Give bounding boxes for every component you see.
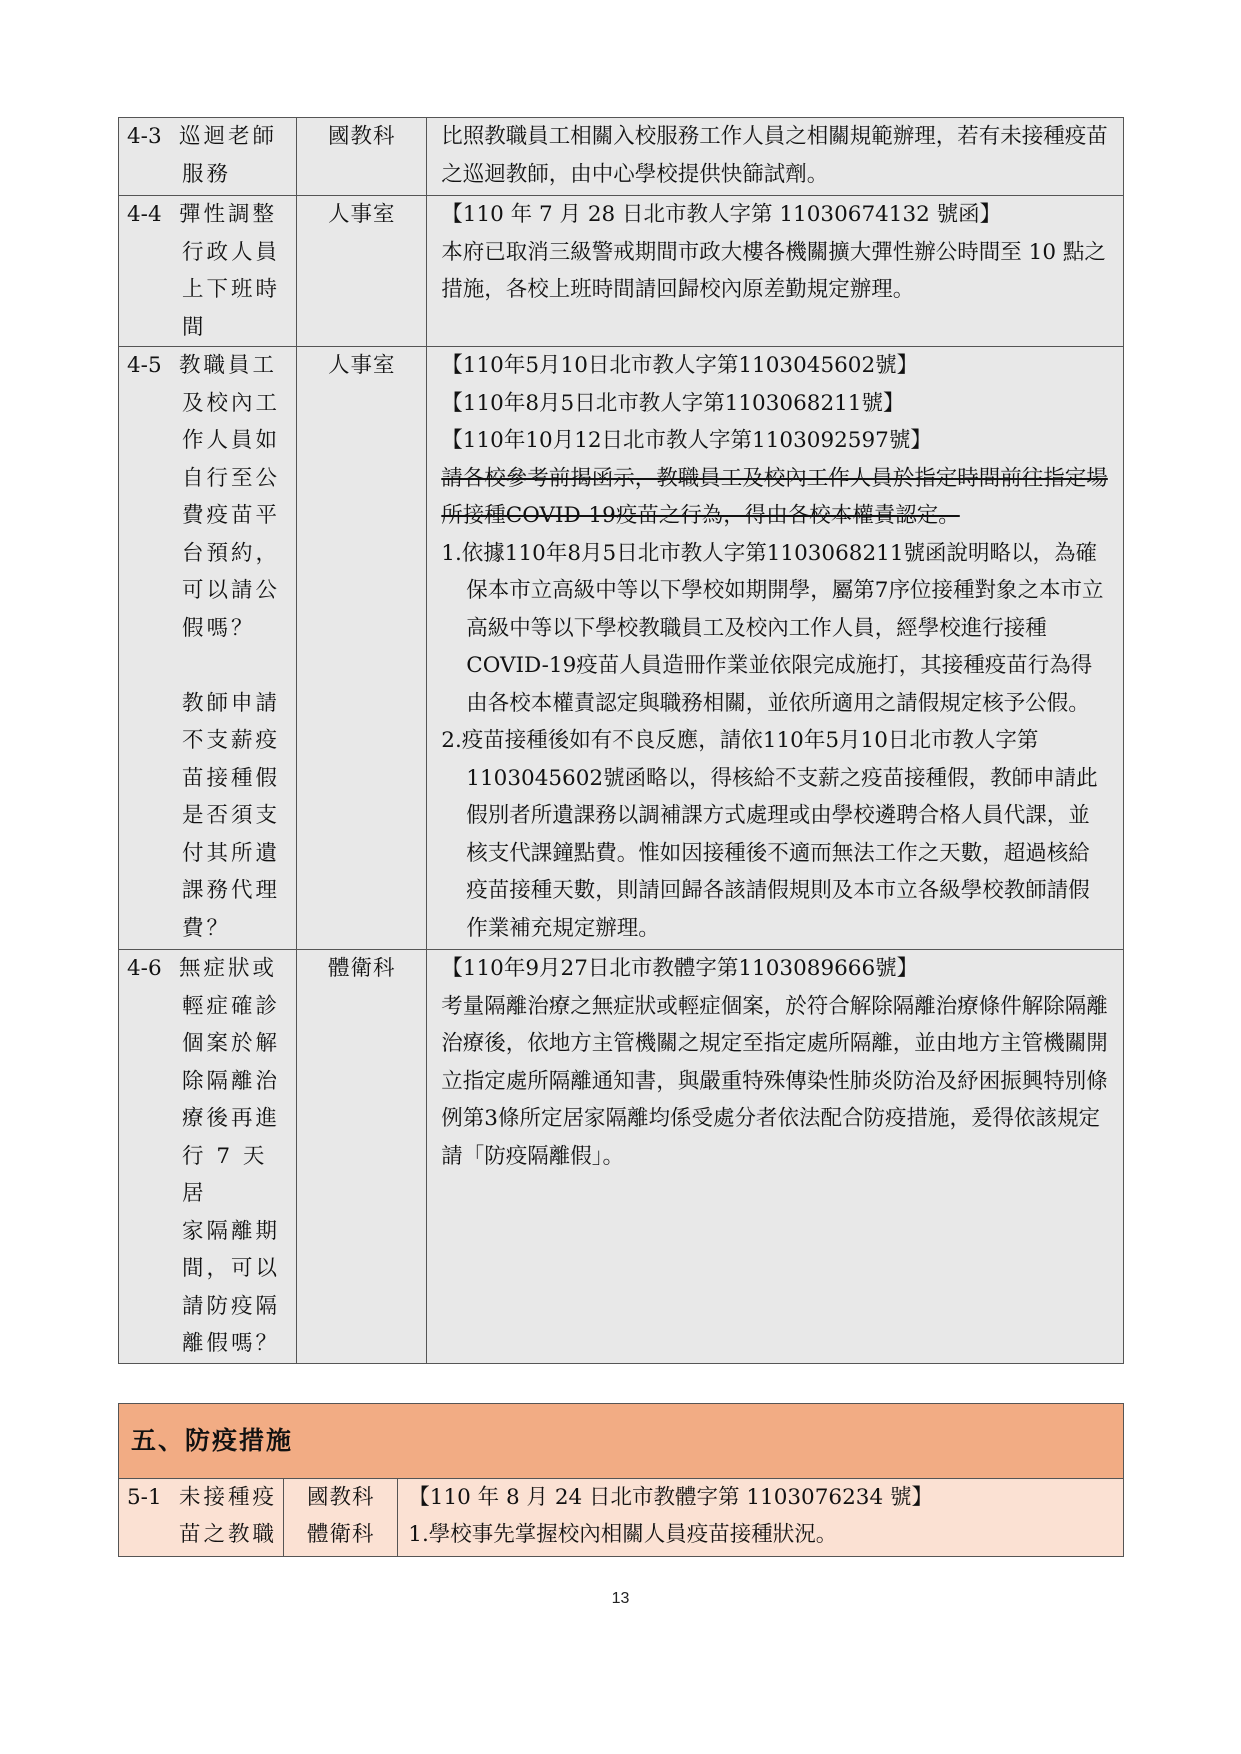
content-cell [427, 950, 1124, 1364]
struck-paragraph: 請各校參考前揭函示，教職員工及校內工作人員於指定時間前往指定場所接種COVID-19疫苗之行為，得由各校本權責認定。 [441, 465, 1108, 528]
content-paragraph: 本府已取消三級警戒期間市政大樓各機關擴大彈性辦公時間至 10 點之措施，各校上班時間請回歸校內原差勤規定辦理。 [441, 239, 1106, 302]
item-number: 4-6 [127, 956, 162, 981]
item-text: 輕症確診 [182, 993, 281, 1019]
qa-table [118, 117, 1124, 1364]
item-text: 請防疫隔 [182, 1293, 281, 1319]
content-paragraph: 【110年10月12日北市教人字第1103092597號】 [441, 428, 932, 453]
item-text: 台預約， [182, 540, 281, 566]
item-text: 付其所遺 [182, 840, 281, 866]
unit-text: 人事室 [327, 202, 396, 227]
content-paragraph: 比照教職員工相關入校服務工作人員之相關規範辦理，若有未接種疫苗之巡迴教師，由中心學校提供快篩試劑。 [441, 124, 1108, 187]
table-row [119, 347, 1124, 950]
unit-cell [284, 1478, 398, 1556]
item-text: 間，可以 [182, 1256, 281, 1281]
unit-cell [297, 196, 427, 347]
content-paragraph: 【110 年 7 月 28 日北市教人字第 11030674132 號函】 [441, 202, 1002, 227]
content-paragraph: 【110年8月5日北市教人字第1103068211號】 [441, 390, 905, 416]
item-number: 5-1 [127, 1484, 162, 1510]
item-text: 及校內工 [182, 390, 281, 416]
item-number: 4-5 [127, 353, 162, 378]
content-paragraph: 【110 年 8 月 24 日北市教體字第 1103076234 號】 [408, 1484, 933, 1510]
item-text: 課務代理 [182, 878, 281, 903]
item-text: 可以請公 [182, 578, 281, 603]
unit-cell [297, 950, 427, 1364]
unit-text: 國教科 [327, 124, 396, 149]
content-cell [398, 1478, 1124, 1556]
unit-text: 人事室 [327, 353, 396, 378]
item-text: 服務 [182, 161, 232, 187]
content-cell [427, 196, 1124, 347]
content-paragraph: 考量隔離治療之無症狀或輕症個案，於符合解除隔離治療條件解除隔離治療後，依地方主管機關之規定至指定處所隔離，並由地方主管機關開立指定處所隔離通知書，與嚴重特殊傳染性肺炎防治及紓困振興特別條例第3條所定居家隔離均係受處分者依法配合防疫措施，爰得依該規定請「防疫隔離假」。 [441, 993, 1108, 1169]
item-cell [119, 1478, 284, 1556]
item-text: 苗之教職 [179, 1522, 278, 1547]
item-text: 上下班時 [182, 277, 281, 302]
item-text: 教職員工 [179, 353, 278, 378]
unit-text: 體衛科 [306, 1522, 375, 1547]
content-paragraph: 【110年9月27日北市教體字第1103089666號】 [441, 956, 919, 981]
item-text: 行 7 天居 [182, 1143, 268, 1206]
item-text: 無症狀或 [179, 956, 278, 981]
content-cell [427, 347, 1124, 950]
item-text: 是否須支 [182, 803, 281, 828]
item-text: 間 [182, 314, 207, 340]
unit-text: 體衛科 [327, 956, 396, 981]
item-text: 個案於解 [182, 1031, 281, 1056]
document-page [118, 117, 1124, 1557]
page-number: 13 [611, 1590, 630, 1607]
unit-cell [297, 347, 427, 950]
item-text: 彈性調整 [179, 202, 278, 227]
item-text: 除隔離治 [182, 1068, 281, 1094]
section-heading: 五、防疫措施 [119, 1403, 1124, 1478]
numbered-paragraph: 2.疫苗接種後如有不良反應，請依110年5月10日北市教人字第1103045602號函略以，得核給不支薪之疫苗接種假，教師申請此假別者所遺課務以調補課方式處理或由學校遴聘合格人員代課，並核支代課鐘點費。惟如因接種後不適而無法工作之天數，超過核給疫苗接種天數，則請回歸各該請假規則及本市立各級學校教師請假作業補充規定辦理。 [441, 728, 1098, 941]
item-text: 療後再進 [182, 1106, 281, 1131]
table-row [119, 196, 1124, 347]
item-text: 自行至公 [182, 465, 281, 491]
section5-table [118, 1403, 1124, 1557]
item-text: 費疫苗平 [182, 503, 281, 528]
item-text: 苗接種假 [182, 765, 281, 791]
table-row [119, 118, 1124, 196]
item-text: 離假嗎？ [182, 1331, 281, 1356]
item-cell [119, 118, 297, 196]
numbered-paragraph: 1.依據110年8月5日北市教人字第1103068211號函說明略以，為確保本市立高級中等以下學校如期開學，屬第7序位接種對象之本市立高級中等以下學校教職員工及校內工作人員，經學校進行接種COVID-19疫苗人員造冊作業並依限完成施打，其接種疫苗行為得由各校本權責認定與職務相關，並依所適用之請假規定核予公假。 [441, 540, 1104, 716]
item-text: 行政人員 [182, 239, 281, 265]
item-text: 家隔離期 [182, 1218, 281, 1244]
item-number: 4-4 [127, 202, 162, 227]
item-text: 假嗎？ [182, 615, 256, 641]
item-text: 作人員如 [182, 428, 281, 453]
table-row [119, 1478, 1124, 1556]
content-paragraph: 1.學校事先掌握校內相關人員疫苗接種狀況。 [408, 1522, 838, 1547]
item-cell [119, 347, 297, 950]
item-number: 4-3 [127, 124, 162, 149]
item-text: 不支薪疫 [182, 728, 281, 753]
item-text: 費？ [182, 915, 232, 941]
unit-cell [297, 118, 427, 196]
table-row [119, 950, 1124, 1364]
item-spacer [127, 647, 290, 685]
item-text: 教師申請 [182, 690, 281, 716]
item-cell [119, 196, 297, 347]
unit-text: 國教科 [306, 1484, 375, 1510]
item-text: 未接種疫 [179, 1484, 278, 1510]
content-cell [427, 118, 1124, 196]
content-paragraph: 【110年5月10日北市教人字第1103045602號】 [441, 353, 919, 378]
item-cell [119, 950, 297, 1364]
item-text: 巡迴老師 [179, 124, 278, 149]
